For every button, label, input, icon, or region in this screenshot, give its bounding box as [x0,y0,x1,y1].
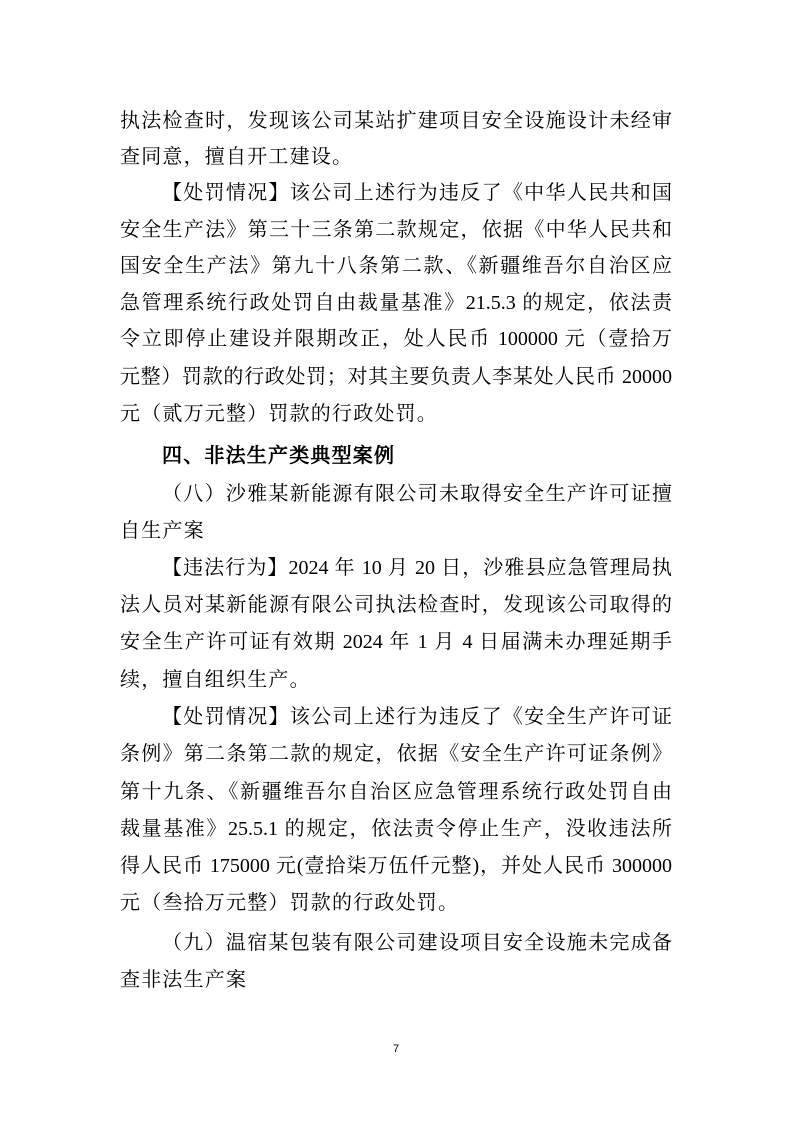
text-line: 急管理系统行政处罚自由裁量基准》21.5.3 的规定，依法责 [120,292,672,314]
section-heading: 四、非法生产类典型案例 [162,445,396,467]
text-line: 元（贰万元整）罚款的行政处罚。 [120,403,438,425]
text-line: 第十九条、《新疆维吾尔自治区应急管理系统行政处罚自由 [120,781,672,803]
text-line: 裁量基准》25.5.1 的规定，依法责令停止生产，没收违法所 [120,818,672,840]
text-line: 得人民币 175000 元(壹拾柒万伍仟元整)，并处人民币 300000 [120,855,672,877]
text-line: 【处罚情况】该公司上述行为违反了《安全生产许可证 [162,706,672,728]
text-line: （九）温宿某包装有限公司建设项目安全设施未完成备 [162,932,672,954]
text-line: 元（叁拾万元整）罚款的行政处罚。 [120,892,460,914]
text-line: 法人员对某新能源有限公司执法检查时，发现该公司取得的 [120,594,672,616]
text-line: 安全生产法》第三十三条第二款规定，依据《中华人民共和 [120,219,672,241]
text-line: 查非法生产案 [120,969,248,991]
text-line: 【违法行为】2024 年 10 月 20 日，沙雅县应急管理局执 [162,557,672,579]
text-line: 国安全生产法》第九十八条第二款、《新疆维吾尔自治区应 [120,255,672,277]
text-line: 令立即停止建设并限期改正，处人民币 100000 元（壹拾万 [120,328,672,350]
text-line: 续，擅自组织生产。 [120,669,311,691]
text-line: 元整）罚款的行政处罚；对其主要负责人李某处人民币 20000 [120,366,672,388]
text-line: 【处罚情况】该公司上述行为违反了《中华人民共和国 [162,182,672,204]
text-line: 自生产案 [120,520,205,542]
text-line: 安全生产许可证有效期 2024 年 1 月 4 日届满未办理延期手 [120,631,672,653]
page-number: 7 [392,1043,400,1055]
text-line: 条例》第二条第二款的规定，依据《安全生产许可证条例》 [120,743,672,765]
text-line: （八）沙雅某新能源有限公司未取得安全生产许可证擅 [162,483,672,505]
text-line: 执法检查时，发现该公司某站扩建项目安全设施设计未经审 [120,110,672,132]
text-line: 查同意，擅自开工建设。 [120,146,354,168]
